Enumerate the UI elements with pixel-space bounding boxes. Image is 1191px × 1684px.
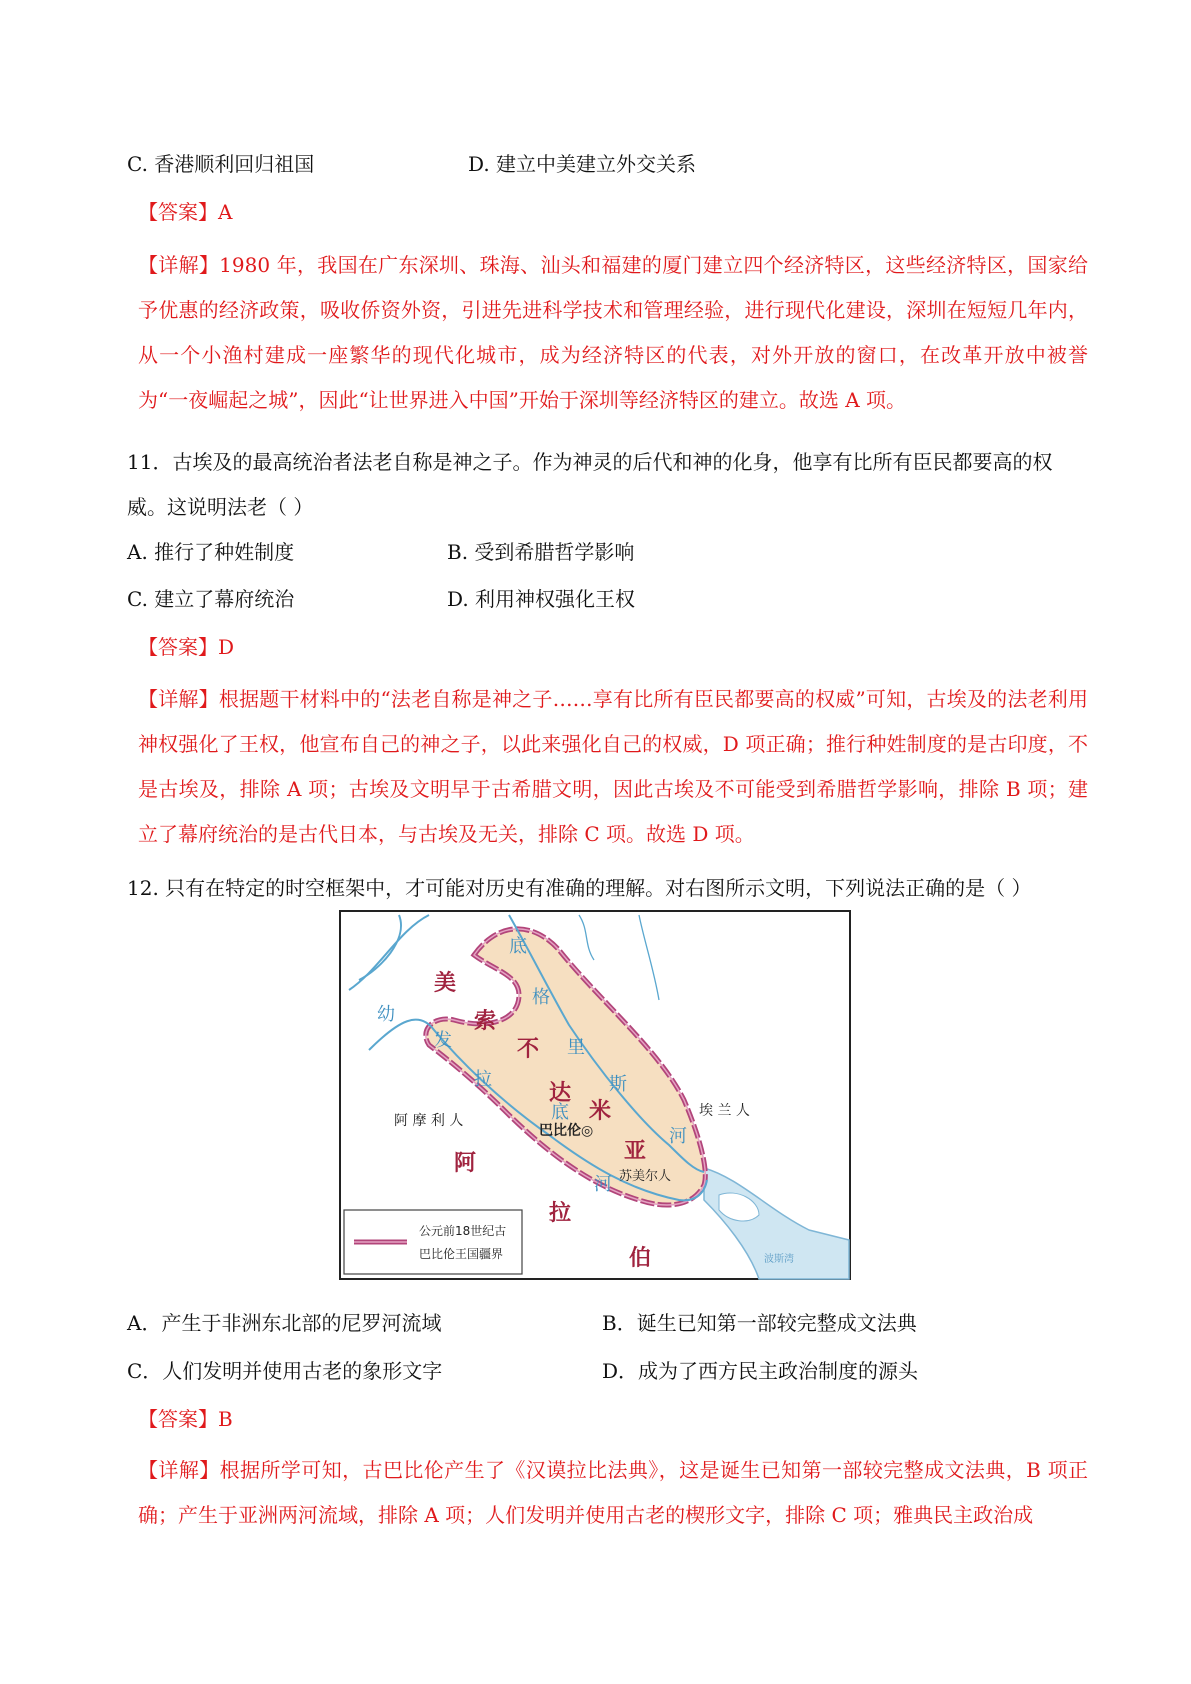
map-label-gulf: 波斯湾 <box>764 1254 794 1265</box>
map-label-elamites: 埃 兰 人 <box>699 1103 750 1119</box>
map-label-you: 幼 <box>377 1004 395 1025</box>
q11-explanation: 【详解】根据题干材料中的“法老自称是神之子……享有比所有臣民都要高的权威”可知，古埃及的法老利用神权强化了王权，他宣布自己的神之子，以此来强化自己的权威，D 项正确；推行种姓制度的是古印度，不是古埃及，排除 A 项；古埃及文明早于古希腊文明，因此古埃及不可能受到希腊哲学影响，排除 B 项；建立了幕府统治的是古代日本，与古埃及无关，排除 C 项。故选 D 项。 <box>138 687 1088 846</box>
option-d: D. 建立中美建立外交关系 <box>468 152 697 176</box>
map-label-arabia-a: 阿 <box>454 1150 477 1176</box>
q11-option-c: C. 建立了幕府统治 <box>127 587 295 611</box>
map-label-he1: 河 <box>669 1126 687 1147</box>
map-legend-line1: 公元前18世纪古 <box>419 1224 507 1238</box>
map-label-da: 达 <box>549 1080 572 1106</box>
option-c: C. 香港顺利回归祖国 <box>127 152 315 176</box>
q12-option-c: C．人们发明并使用古老的象形文字 <box>127 1359 443 1383</box>
map-label-la: 拉 <box>474 1069 492 1090</box>
q12-option-b: B．诞生已知第一部较完整成文法典 <box>602 1311 917 1335</box>
map-label-li: 里 <box>567 1037 585 1058</box>
q11-option-d: D. 利用神权强化王权 <box>447 587 636 611</box>
q12-option-d: D．成为了西方民主政治制度的源头 <box>602 1359 919 1383</box>
q11-option-a: A. 推行了种姓制度 <box>127 540 295 564</box>
q12-answer: 【答案】B <box>138 1407 233 1431</box>
map-figure <box>339 910 851 1280</box>
q12-explanation: 【详解】根据所学可知，古巴比伦产生了《汉谟拉比法典》，这是诞生已知第一部较完整成文法典，B 项正确；产生于亚洲两河流域，排除 A 项；人们发明并使用古老的楔形文字，排除 C 项；雅典民主政治成 <box>138 1458 1088 1527</box>
q11-answer: 【答案】D <box>138 635 235 659</box>
question-12-stem: 12. 只有在特定的时空框架中，才可能对历史有准确的理解。对右图所示文明，下列说法正确的是（ ） <box>127 876 1032 900</box>
map-label-he2: 河 <box>594 1174 612 1195</box>
map-label-mi: 米 <box>589 1098 612 1124</box>
question-11-stem: 11．古埃及的最高统治者法老自称是神之子。作为神灵的后代和神的化身，他享有比所有臣民都要高的权威。这说明法老（ ） <box>127 450 1053 519</box>
map-label-sumerians: 苏美尔人 <box>619 1169 672 1184</box>
map-label-di2: 底 <box>551 1102 569 1123</box>
map-label-ya: 亚 <box>624 1138 647 1164</box>
q11-option-b: B. 受到希腊哲学影响 <box>447 540 635 564</box>
q12-option-a: A．产生于非洲东北部的尼罗河流域 <box>127 1311 442 1335</box>
map-legend-line2: 巴比伦王国疆界 <box>419 1247 504 1261</box>
map-label-si: 斯 <box>609 1074 627 1095</box>
map-label-fa: 发 <box>434 1030 452 1051</box>
map-label-ge: 格 <box>532 987 550 1008</box>
answer: 【答案】A <box>138 200 233 224</box>
map-label-mei: 美 <box>434 970 457 996</box>
explanation: 【详解】1980 年，我国在广东深圳、珠海、汕头和福建的厦门建立四个经济特区，这些经济特区，国家给予优惠的经济政策，吸收侨资外资，引进先进科学技术和管理经验，进行现代化建设，深圳在短短几年内，从一个小渔村建成一座繁华的现代化城市，成为经济特区的代表，对外开放的窗口，在改革开放中被誉为“一夜崛起之城”，因此“让世界进入中国”开始于深圳等经济特区的建立。故选 A 项。 <box>138 253 1088 412</box>
mesopotamia-map <box>339 910 851 1280</box>
map-label-bu: 不 <box>517 1036 540 1062</box>
map-label-babylon: 巴比伦◎ <box>539 1123 594 1139</box>
map-label-arabia-bo: 伯 <box>629 1245 652 1271</box>
map-label-amorites: 阿 摩 利 人 <box>394 1113 464 1129</box>
map-label-suo: 索 <box>474 1008 497 1034</box>
map-label-di1: 底 <box>509 936 527 957</box>
map-label-arabia-la: 拉 <box>549 1200 572 1226</box>
